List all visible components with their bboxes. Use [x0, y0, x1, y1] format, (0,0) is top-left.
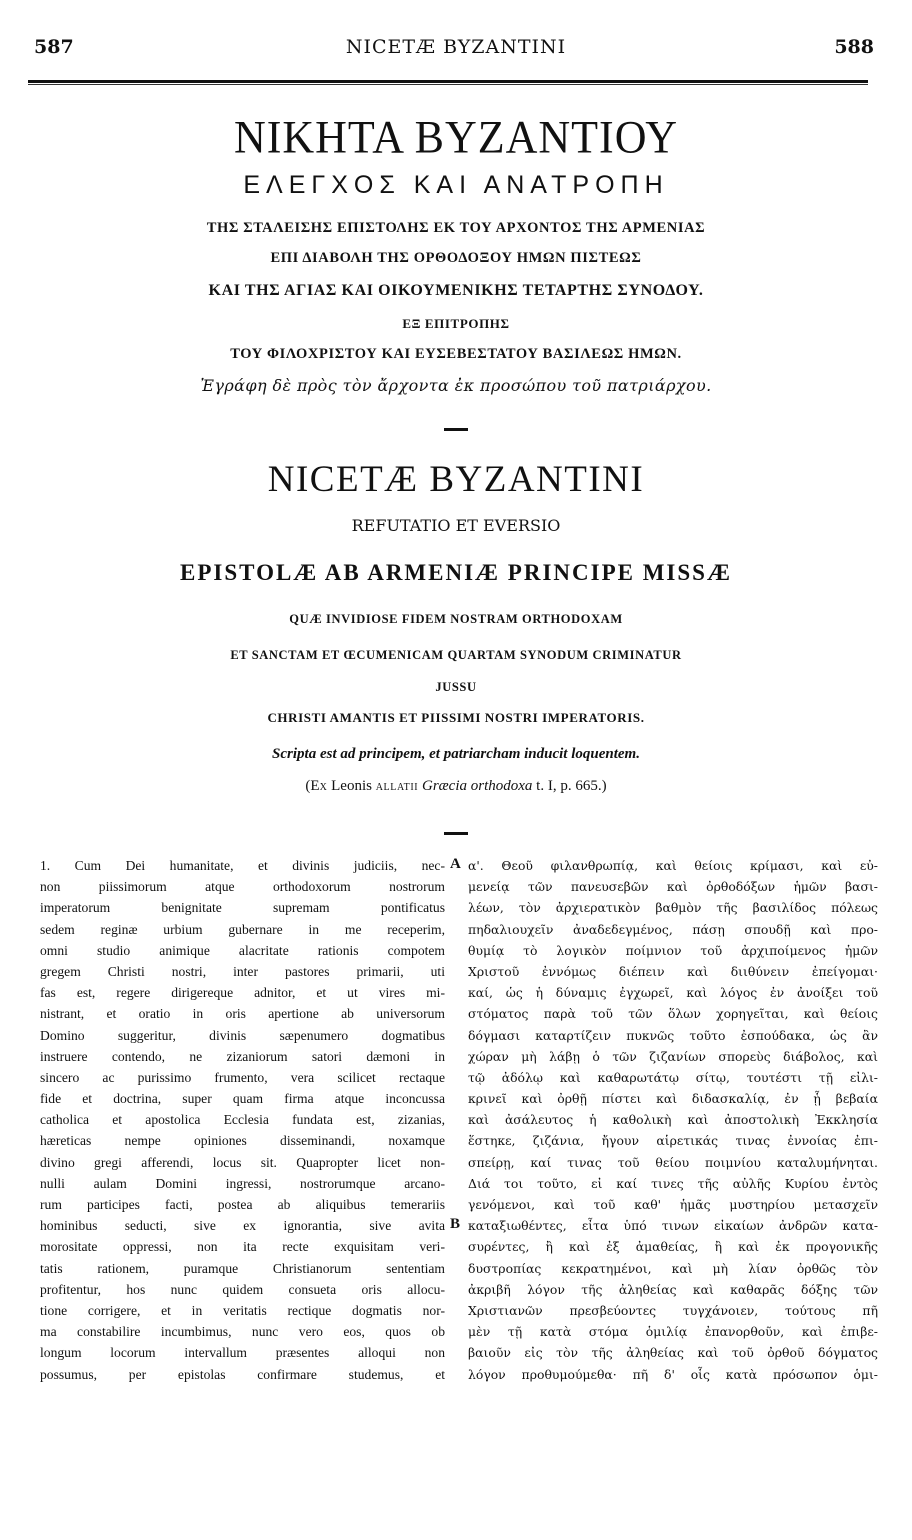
latin-text-line: non piissimorum atque orthodoxorum nostrorum — [40, 879, 445, 895]
latin-italic-note: Scripta est ad principem, et patriarcham inducit loquentem. — [272, 746, 640, 762]
latin-text-line: omni studio animique alacritate rationis compotem — [40, 942, 445, 958]
latin-text-line: fas est, regere dirigereque adnitor, et ut vires mi- — [40, 985, 445, 1001]
latin-text-line: possumus, per epistolas confirmare studemus, et — [40, 1366, 445, 1382]
greek-text-line: καὶ ἀσάλευτος ἡ καθολικὴ καὶ ἀποστολικὴ Ἐκκλησία — [468, 1112, 878, 1128]
greek-text-line: σπείρῃ, καί τινας τοῦ θείου ποιμνίου καταλυμήνηται. — [468, 1154, 878, 1170]
latin-text-line: imperatorum benignitate supremam pontificatus — [40, 900, 445, 916]
greek-text-line: λόγον προθυμούμεθα· πῆ δ' οἷς κατὰ πρόσωπον ὁμι- — [468, 1366, 878, 1382]
latin-heading-line: ET SANCTAM ET ŒCUMENICAM QUARTAM SYNODUM CRIMINATUR — [230, 648, 682, 662]
header-rule — [28, 80, 868, 83]
greek-text-line: χώραν μὴ λάβῃ ὁ τῶν ζιζανίων σπορεὺς διάβολος, καὶ — [468, 1048, 878, 1064]
latin-heading-line: CHRISTI AMANTIS ET PIISSIMI NOSTRI IMPERATORIS. — [267, 710, 645, 725]
latin-text-line: sedem reginæ urbium gubernare in me receperim, — [40, 921, 445, 937]
latin-text-line: fide et doctrina, super quam firma atque inconcussa — [40, 1091, 445, 1107]
greek-text-line: γενόμενοι, καὶ τοῦ καθ' ἡμᾶς μυστηρίου μετασχεῖν — [468, 1197, 878, 1212]
latin-title: NICETÆ BYZANTINI — [267, 459, 645, 500]
greek-text-line: καί, ὡς ἡ δύναμις ἐγχωρεῖ, καὶ λόγος ἐν ἀνοίξει τοῦ — [468, 985, 878, 1001]
ref-allatii: ALLATII — [375, 782, 419, 793]
ref-ex: X — [319, 782, 328, 793]
greek-heading-line: ΕΠΙ ΔΙΑΒΟΛΗ ΤΗΣ ΟΡΘΟΔΟΞΟΥ ΗΜΩΝ ΠΙΣΤΕΩΣ — [270, 250, 642, 266]
greek-text-line: Χριστιανῶν πρεσβεύοντες τυγχάνοιεν, τούτους πῆ — [468, 1302, 878, 1318]
ref-leonis: Leonis — [327, 778, 376, 794]
greek-heading-line: ΤΗΣ ΣΤΑΛΕΙΣΗΣ ΕΠΙΣΤΟΛΗΣ ΕΚ ΤΟΥ ΑΡΧΟΝΤΟΣ ΤΗΣ ΑΡΜΕΝΙΑΣ — [206, 220, 706, 236]
latin-text-line: tione corrigere, et in veritatis rectique dogmatis nor- — [40, 1302, 445, 1318]
latin-text-line: 1. Cum Dei humanitate, et divinis judiciis, nec- — [40, 858, 445, 873]
section-divider — [444, 832, 468, 835]
greek-text-line: πηδαλιουχεῖν ἀναδεδεγμένος, πάσῃ σπουδῇ καὶ προ- — [468, 921, 878, 937]
greek-text-line: λέων, τὸν ἀρχιερατικὸν βαθμὸν τῆς βασιλίδος πόλεως — [468, 900, 878, 916]
page-number-left: 587 — [34, 36, 74, 58]
greek-title: ΝΙΚΗΤΑ ΒΥΖΑΝΤΙΟΥ — [233, 111, 679, 164]
greek-text-line: Χριστοῦ ἐννόμως διέπειν καὶ διιθύνειν ἐπείγομαι· — [468, 963, 878, 979]
latin-heading-line: QUÆ INVIDIOSE FIDEM NOSTRAM ORTHODOXAM — [289, 612, 623, 626]
greek-text-column — [468, 855, 878, 1385]
latin-text-line: hæreticas nempe opiniones disseminandi, noxamque — [40, 1133, 445, 1149]
margin-marker-a: A — [450, 856, 461, 872]
greek-heading-line: ΚΑΙ ΤΗΣ ΑΓΙΑΣ ΚΑΙ ΟΙΚΟΥΜΕΝΙΚΗΣ ΤΕΤΑΡΤΗΣ ΣΥΝΟΔΟΥ. — [208, 282, 704, 299]
latin-text-line: sincero ac purissimo frumento, vera scilicet rectaque — [40, 1069, 445, 1085]
latin-text-line: tatis rationem, puramque Christianorum sententiam — [40, 1260, 445, 1276]
page-number-right: 588 — [834, 36, 874, 58]
greek-heading-line: ΕΞ ΕΠΙΤΡΟΠΗΣ — [402, 316, 510, 331]
latin-heading-line: JUSSU — [435, 680, 477, 694]
ref-open: (E — [305, 778, 320, 794]
greek-text-line: θυμίᾳ τὸ λογικὸν ποίμνιον τοῦ ἀρχιποίμενος ἡμῶν — [468, 942, 878, 958]
latin-text-line: gregem Christi nostri, inter pastores primarii, uti — [40, 963, 445, 979]
latin-text-line: Domino suggeritur, divinis sæpenumero dogmatibus — [40, 1027, 445, 1043]
greek-text-line: Διά τοι τοῦτο, εἰ καί τινες τῆς αὐλῆς Κυρίου ἐντὸς — [468, 1175, 878, 1191]
section-divider — [444, 428, 468, 431]
greek-text-line: δόγμασι καταρτίζειν πυκνῶς τοῦτο ἐσπούδακα, ὡς ἂν — [468, 1027, 878, 1043]
latin-text-line: nulli aulam Domini ingressi, nostrorumque arcano- — [40, 1175, 445, 1191]
latin-subtitle: REFUTATIO ET EVERSIO — [351, 516, 561, 535]
greek-text-line: μενείᾳ τῶν πανευσεβῶν καὶ ὀρθοδόξων ἡμῶν βασι- — [468, 879, 878, 895]
latin-text-line: catholica et apostolica Ecclesia fundata est, zizanias, — [40, 1112, 445, 1128]
latin-text-line: longum locorum intervallum præsentes alloqui non — [40, 1345, 445, 1361]
latin-text-column — [40, 855, 445, 1385]
header-rule-thin — [28, 84, 868, 85]
greek-text-line: ἀκριβῆ λόγον τῆς ἀληθείας καὶ καθαρᾶς δόξης τῶν — [468, 1281, 878, 1297]
running-header — [0, 32, 912, 60]
latin-text-line: rum participes facti, postea ab aliquibus temerariis — [40, 1197, 445, 1212]
greek-text-line: καταξιωθέντες, εἶτα ὑπό τινων εἰκαίων ἀνδρῶν κατα- — [468, 1218, 878, 1234]
latin-text-line: hominibus seducti, sive ex ignorantia, sive avita — [40, 1218, 445, 1234]
latin-text-line: nistrant, et oratio in oris apertione ab universorum — [40, 1006, 445, 1022]
running-title: NICETÆ BYZANTINI — [345, 36, 567, 58]
greek-text-line: τῷ ἀδόλῳ καὶ καθαρωτάτῳ σίτῳ, τουτέστι τῇ εἰλι- — [468, 1069, 878, 1085]
greek-text-line: συρέντες, ἢ καὶ ἐξ ἀμαθείας, ἢ καὶ ἐκ προγονικῆς — [468, 1239, 878, 1255]
latin-text-line: profitentur, hos nunc quidem consueta oris allocu- — [40, 1281, 445, 1297]
ref-work-title: Græcia orthodoxa — [422, 778, 533, 794]
latin-main-heading: EPISTOLÆ AB ARMENIÆ PRINCIPE MISSÆ — [180, 560, 732, 585]
greek-subtitle: ΕΛΕΓΧΟΣ ΚΑΙ ΑΝΑΤΡΟΠΗ — [243, 171, 669, 199]
source-reference — [0, 778, 912, 795]
latin-text-line: ma constabilire incumbimus, nunc vero eos, quos ob — [40, 1324, 445, 1340]
greek-text-line: δυστροπίας κεκρατημένοι, καὶ μὴ λίαν ὀρθῶς τὸν — [468, 1260, 878, 1276]
latin-text-line: morositate oppressi, non ita recte exquisitam veri- — [40, 1239, 445, 1255]
greek-italic-note: Ἐγράφη δὲ πρὸς τὸν ἄρχοντα ἐκ προσώπου τοῦ πατριάρχου. — [200, 376, 712, 395]
greek-text-line: μὲν τῇ κατὰ στόμα ὁμιλίᾳ ἐπανορθοῦν, καὶ ἐπιβε- — [468, 1324, 878, 1340]
greek-text-line: στόματος παρὰ τοῦ τῶν ὅλων χορηγεῖται, καὶ θείοις — [468, 1006, 878, 1022]
greek-heading-line: ΤΟΥ ΦΙΛΟΧΡΙΣΤΟΥ ΚΑΙ ΕΥΣΕΒΕΣΤΑΤΟΥ ΒΑΣΙΛΕΩΣ ΗΜΩΝ. — [230, 346, 682, 362]
latin-text-line: instruere contendo, ne zizaniorum satori dæmoni in — [40, 1048, 445, 1064]
margin-marker-b: B — [450, 1216, 461, 1232]
greek-text-line: κρινεῖ καὶ ὀρθῇ πίστει καὶ διδασκαλίᾳ, ἐν ᾗ βεβαία — [468, 1091, 878, 1107]
greek-text-line: α'. Θεοῦ φιλανθρωπίᾳ, καὶ θείοις κρίμασι, καὶ εὐ- — [468, 858, 878, 873]
greek-text-line: βαιοῦν εἰς τὸν τῆς ἀληθείας καὶ τοῦ ὀρθοῦ δόγματος — [468, 1345, 878, 1361]
ref-tail: t. I, p. 665.) — [532, 778, 607, 794]
latin-text-line: divino gregi afferendi, locus sit. Quapropter licet non- — [40, 1154, 445, 1170]
greek-text-line: ἕστηκε, ζιζάνια, ἤγουν αἱρετικάς τινας ἐννοίας ἐπι- — [468, 1133, 878, 1149]
